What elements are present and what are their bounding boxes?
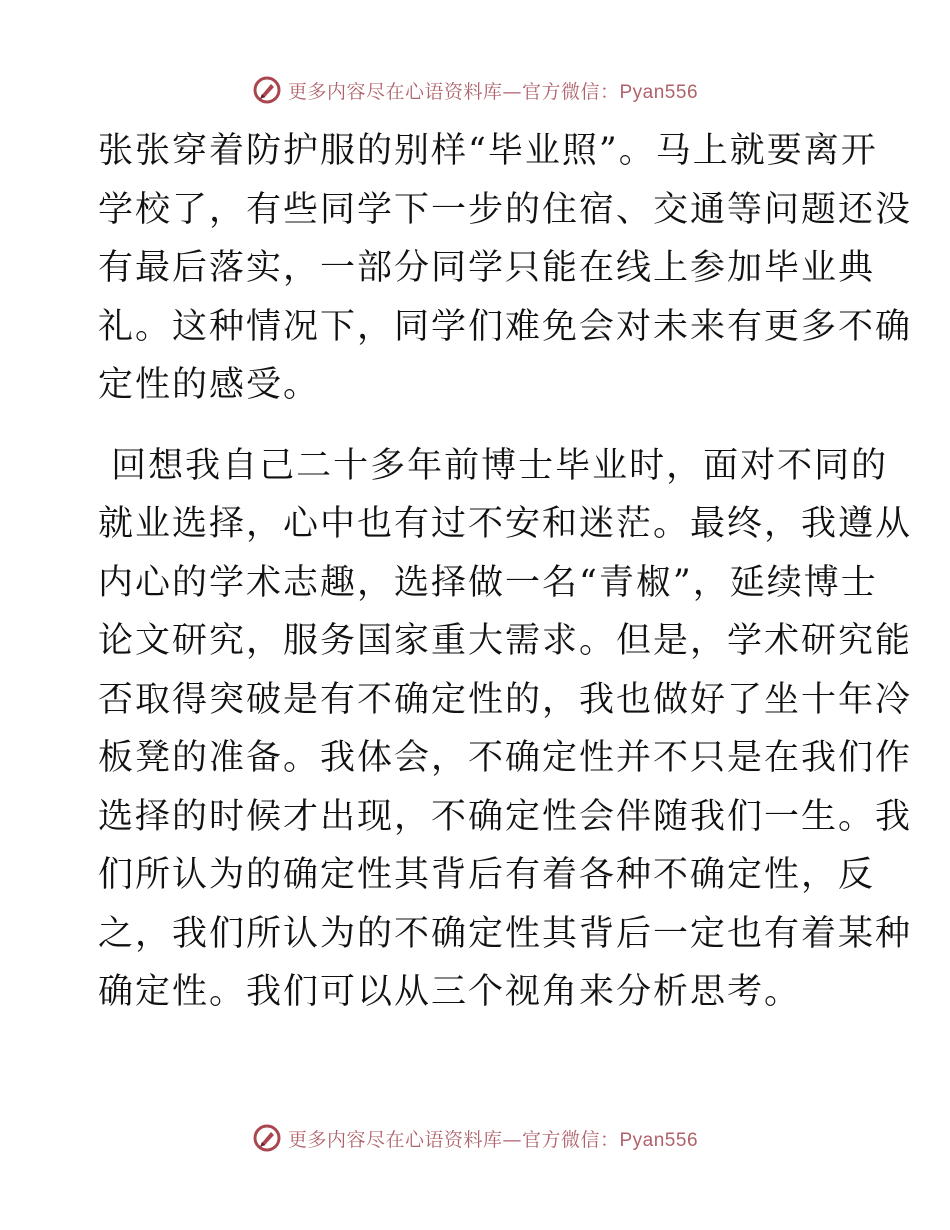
watermark-text: 更多内容尽在心语资料库—官方微信：Pyan556 bbox=[287, 80, 699, 103]
text-line: 学校了，有些同学下一步的住宿、交通等问题还没 bbox=[98, 189, 913, 230]
header-watermark-banner bbox=[0, 70, 950, 110]
text-line: 礼。这种情况下，同学们难免会对未来有更多不确 bbox=[98, 306, 913, 347]
text-line: 们所认为的确定性其背后有着各种不确定性，反 bbox=[98, 855, 876, 895]
text-line: 否取得突破是有不确定性的，我也做好了坐十年冷 bbox=[98, 679, 913, 720]
paragraph-2 bbox=[98, 437, 913, 1022]
wechat-handle: Pyan556 bbox=[619, 1129, 699, 1151]
text-line: 之，我们所认为的不确定性其背后一定也有着某种 bbox=[98, 913, 913, 954]
footer-watermark-banner bbox=[0, 1118, 950, 1158]
paragraph-1 bbox=[98, 122, 913, 415]
text-line: 论文研究，服务国家重大需求。但是，学术研究能 bbox=[98, 621, 913, 661]
pen-logo-icon bbox=[252, 1123, 282, 1153]
document-body bbox=[98, 122, 913, 1022]
wechat-handle: Pyan556 bbox=[619, 81, 699, 103]
pen-logo-icon bbox=[252, 75, 282, 105]
text-line: 有最后落实，一部分同学只能在线上参加毕业典 bbox=[98, 248, 876, 288]
text-line: 回想我自己二十多年前博士毕业时，面对不同的 bbox=[98, 445, 889, 486]
text-line: 选择的时候才出现，不确定性会伴随我们一生。我 bbox=[98, 796, 913, 837]
text-line: 张张穿着防护服的别样“毕业照”。马上就要离开 bbox=[98, 131, 878, 171]
text-line: 定性的感受。 bbox=[98, 365, 321, 405]
text-line: 内心的学术志趣，选择做一名“青椒”，延续博士 bbox=[98, 562, 878, 603]
text-line: 确定性。我们可以从三个视角来分析思考。 bbox=[98, 972, 802, 1012]
watermark-text: 更多内容尽在心语资料库—官方微信：Pyan556 bbox=[287, 1128, 699, 1151]
text-line: 板凳的准备。我体会，不确定性并不只是在我们作 bbox=[98, 738, 913, 778]
text-line: 就业选择，心中也有过不安和迷茫。最终，我遵从 bbox=[98, 504, 913, 544]
